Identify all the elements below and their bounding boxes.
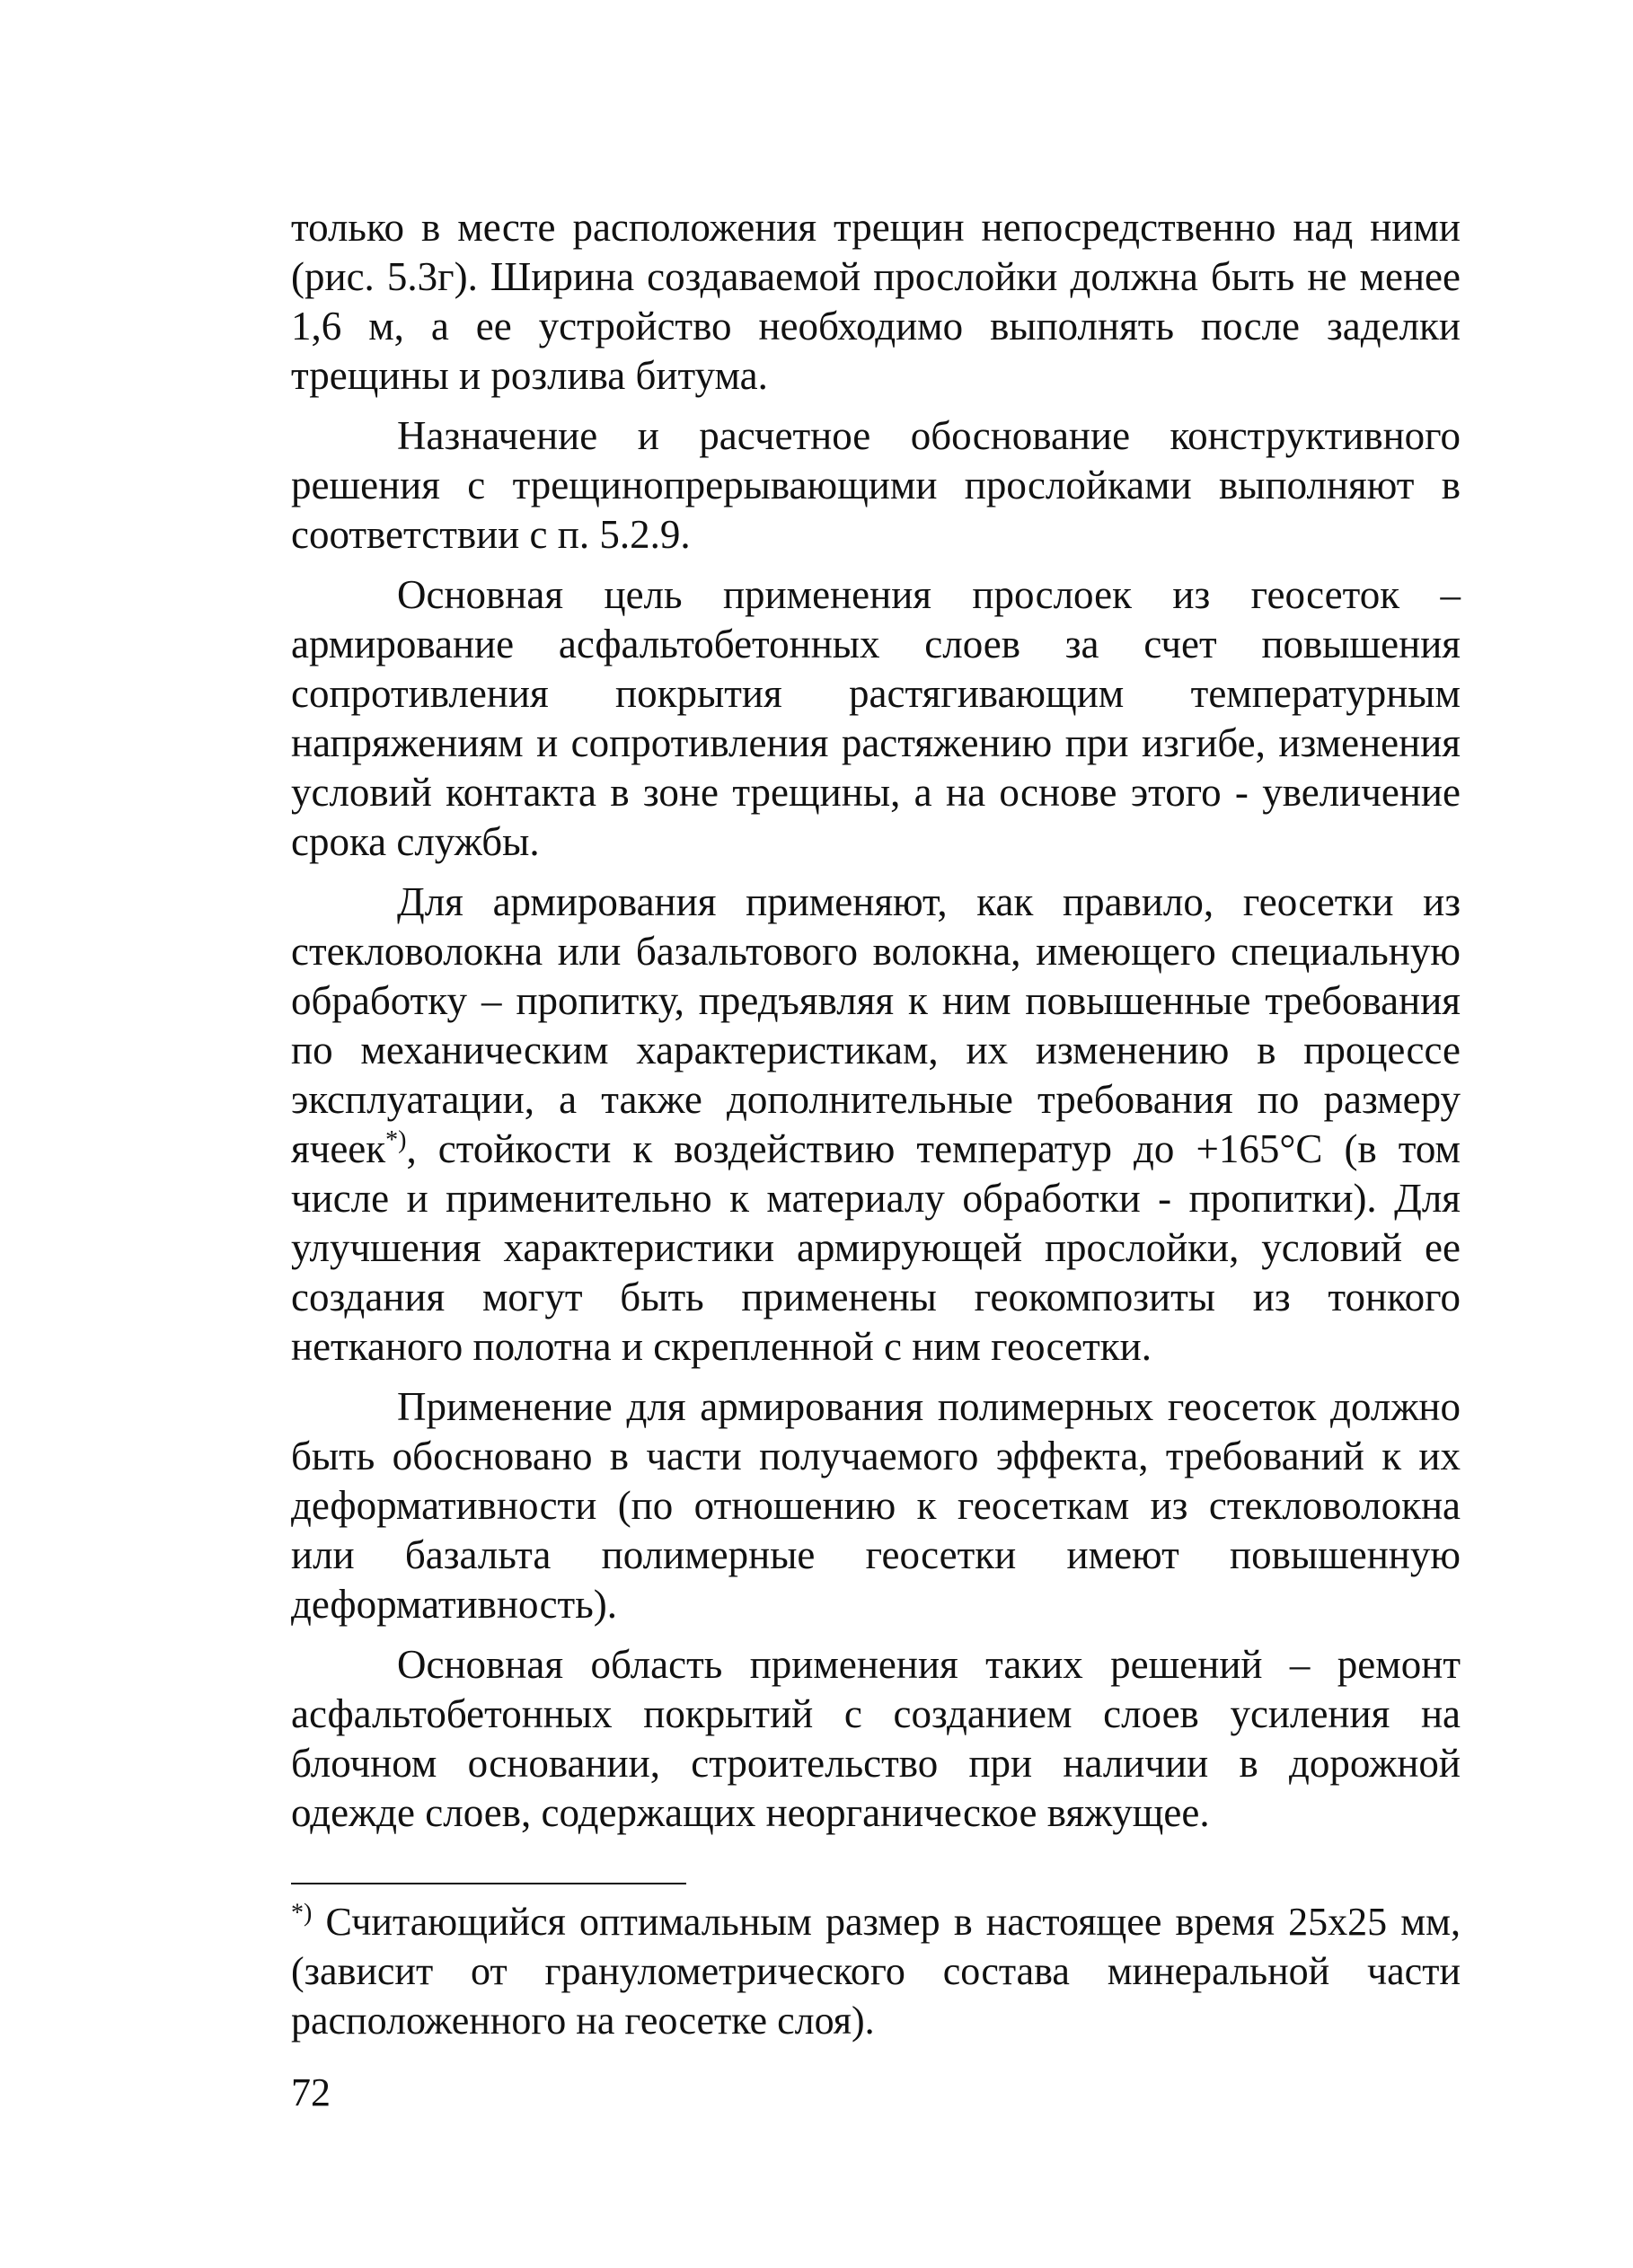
paragraph-5: Применение для армирования полимерных геосеток должно быть обосновано в части получаемого эффекта, требований к их деформативности (по отношению к геосеткам из стекловолокна или базальта полимерные геосетки имеют повышенную деформативность).	[291, 1384, 1461, 1627]
paragraph-4	[291, 878, 1461, 1372]
page-number: 72	[291, 2070, 331, 2114]
footnote-mark: *)	[291, 1899, 313, 1928]
footnote-text: Считающийся оптимальным размер в настоящее время 25х25 мм, (зависит от гранулометрического состава минеральной части расположенного на геосетке слоя).	[291, 1900, 1461, 2043]
paragraph-2: Назначение и расчетное обоснование конструктивного решения с трещинопрерывающими прослойками выполняют в соответствии с п. 5.2.9.	[291, 413, 1461, 557]
paragraph-4-text-after: , стойкости к воздействию температур до +165°С (в том числе и применительно к материалу обработки - пропитки). Для улучшения характеристики армирующей прослойки, условий ее создания могут быть применены геокомпозиты из тонкого нетканого полотна и скрепленной с ним геосетки.	[291, 1126, 1461, 1369]
paragraph-1: только в месте расположения трещин непосредственно над ними (рис. 5.3г). Ширина создаваемой прослойки должна быть не менее 1,6 м, а ее устройство необходимо выполнять после заделки трещины и розлива битума.	[291, 205, 1461, 398]
paragraph-4-text-before: Для армирования применяют, как правило, геосетки из стекловолокна или базальтового волокна, имеющего специальную обработку – пропитку, предъявляя к ним повышенные требования по механическим характеристикам, их изменению в процессе эксплуатации, а также дополнительные требования по размеру ячеек	[291, 879, 1461, 1171]
paragraph-6: Основная область применения таких решений – ремонт асфальтобетонных покрытий с созданием слоев усиления на блочном основании, строительство при наличии в дорожной одежде слоев, содержащих неорганическое вяжущее.	[291, 1642, 1461, 1835]
paragraph-3: Основная цель применения прослоек из геосеток – армирование асфальтобетонных слоев за счет повышения сопротивления покрытия растягивающим температурным напряжениям и сопротивления растяжению при изгибе, изменения условий контакта в зоне трещины, а на основе этого - увеличение срока службы.	[291, 572, 1461, 864]
footnote	[291, 1897, 1461, 2045]
page-body	[291, 203, 1461, 2045]
footnote-divider	[291, 1883, 686, 1884]
footnote-reference-mark: *)	[385, 1126, 407, 1154]
